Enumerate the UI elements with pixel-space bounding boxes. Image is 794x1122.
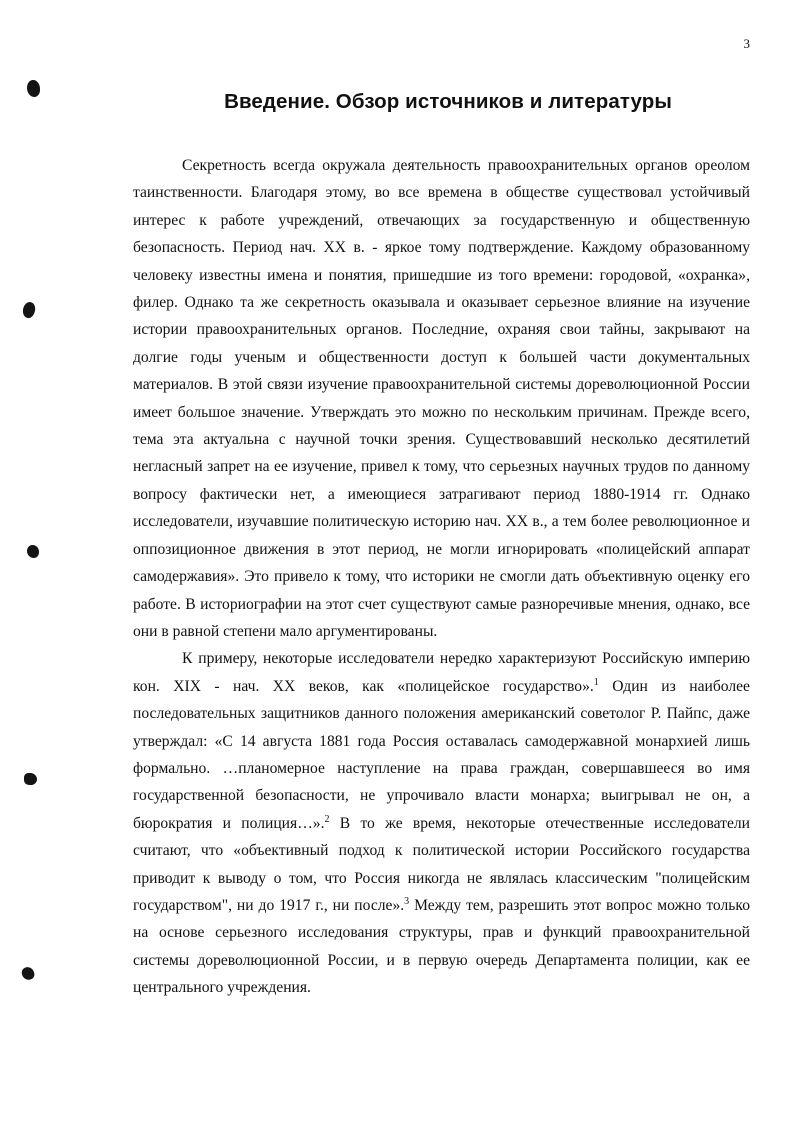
paragraph-text: К примеру, некоторые исследователи нередко характеризуют Российскую империю кон. XIX - нач. XX веков, как «полицейское государство». bbox=[133, 650, 750, 695]
punch-hole-mark bbox=[24, 773, 37, 785]
punch-hole-mark bbox=[27, 545, 39, 558]
body-text bbox=[133, 152, 750, 1002]
punch-hole-mark bbox=[27, 80, 40, 97]
page-title: Введение. Обзор источников и литературы bbox=[224, 90, 672, 113]
paragraph-text: Один из наиболее последовательных защитников данного положения американский советолог Р. Пайпс, даже утверждал: «С 14 августа 1881 года Россия оставалась самодержавной монархией лишь формально. …планомерное наступление на права граждан, совершавшееся во имя государственной безопасности, не упрочивало власти монарха; выигрывал не он, а бюрократия и полиция…». bbox=[133, 677, 750, 832]
punch-hole-mark bbox=[21, 300, 38, 319]
paragraph-text: В то же время, некоторые отечественные исследователи считают, что «объективный подход к политической истории Российского государства приводит к выводу о том, что Россия никогда не являлась классическим "полицейским государством", ни до 1917 г., ни после». bbox=[133, 814, 750, 914]
page-number: 3 bbox=[743, 36, 750, 51]
paragraph-text: Между тем, разрешить этот вопрос можно только на основе серьезного исследования структуры, прав и функций правоохранительной системы дореволюционной России, и в первую очередь Департамента полиции, как ее центрального учреждения. bbox=[133, 896, 750, 997]
footnote-mark-1: 1 bbox=[593, 676, 599, 688]
paragraph-1 bbox=[133, 152, 750, 645]
paragraph-2 bbox=[133, 645, 750, 1001]
punch-hole-mark bbox=[20, 965, 36, 982]
paragraph-text: Секретность всегда окружала деятельность правоохранительных органов ореолом таинственности. Благодаря этому, во все времена в обществе существовал устойчивый интерес к работе учреждений, отвечающих за государственную и общественную безопасность. Период нач. XX в. - яркое тому подтверждение. Каждому образованному человеку известны имена и понятия, пришедшие из того времени: городовой, «охранка», филер. Однако та же секретность оказывала и оказывает серьезное влияние на изучение истории правоохранительных органов. Последние, охраняя свои тайны, закрывают на долгие годы ученым и общественности доступ к большей части документальных материалов. В этой связи изучение правоохранительной системы дореволюционной России имеет большое значение. Утверждать это можно по нескольким причинам. Прежде всего, тема эта актуальна с научной точки зрения. Существовавший несколько десятилетий негласный запрет на ее изучение, привел к тому, что серьезных научных трудов по данному вопросу фактически нет, а имеющиеся затрагивают период 1880-1914 гг. Однако исследователи, изучавшие политическую историю нач. XX в., а тем более революционное и оппозиционное движения в этот период, не могли игнорировать «полицейский аппарат самодержавия». Это привело к тому, что историки не смогли дать объективную оценку его работе. В историографии на этот счет существуют самые разноречивые мнения, однако, все они в равной степени мало аргументированы. bbox=[133, 157, 750, 640]
footnote-mark-2: 2 bbox=[324, 813, 330, 825]
footnote-mark-3: 3 bbox=[404, 895, 410, 907]
